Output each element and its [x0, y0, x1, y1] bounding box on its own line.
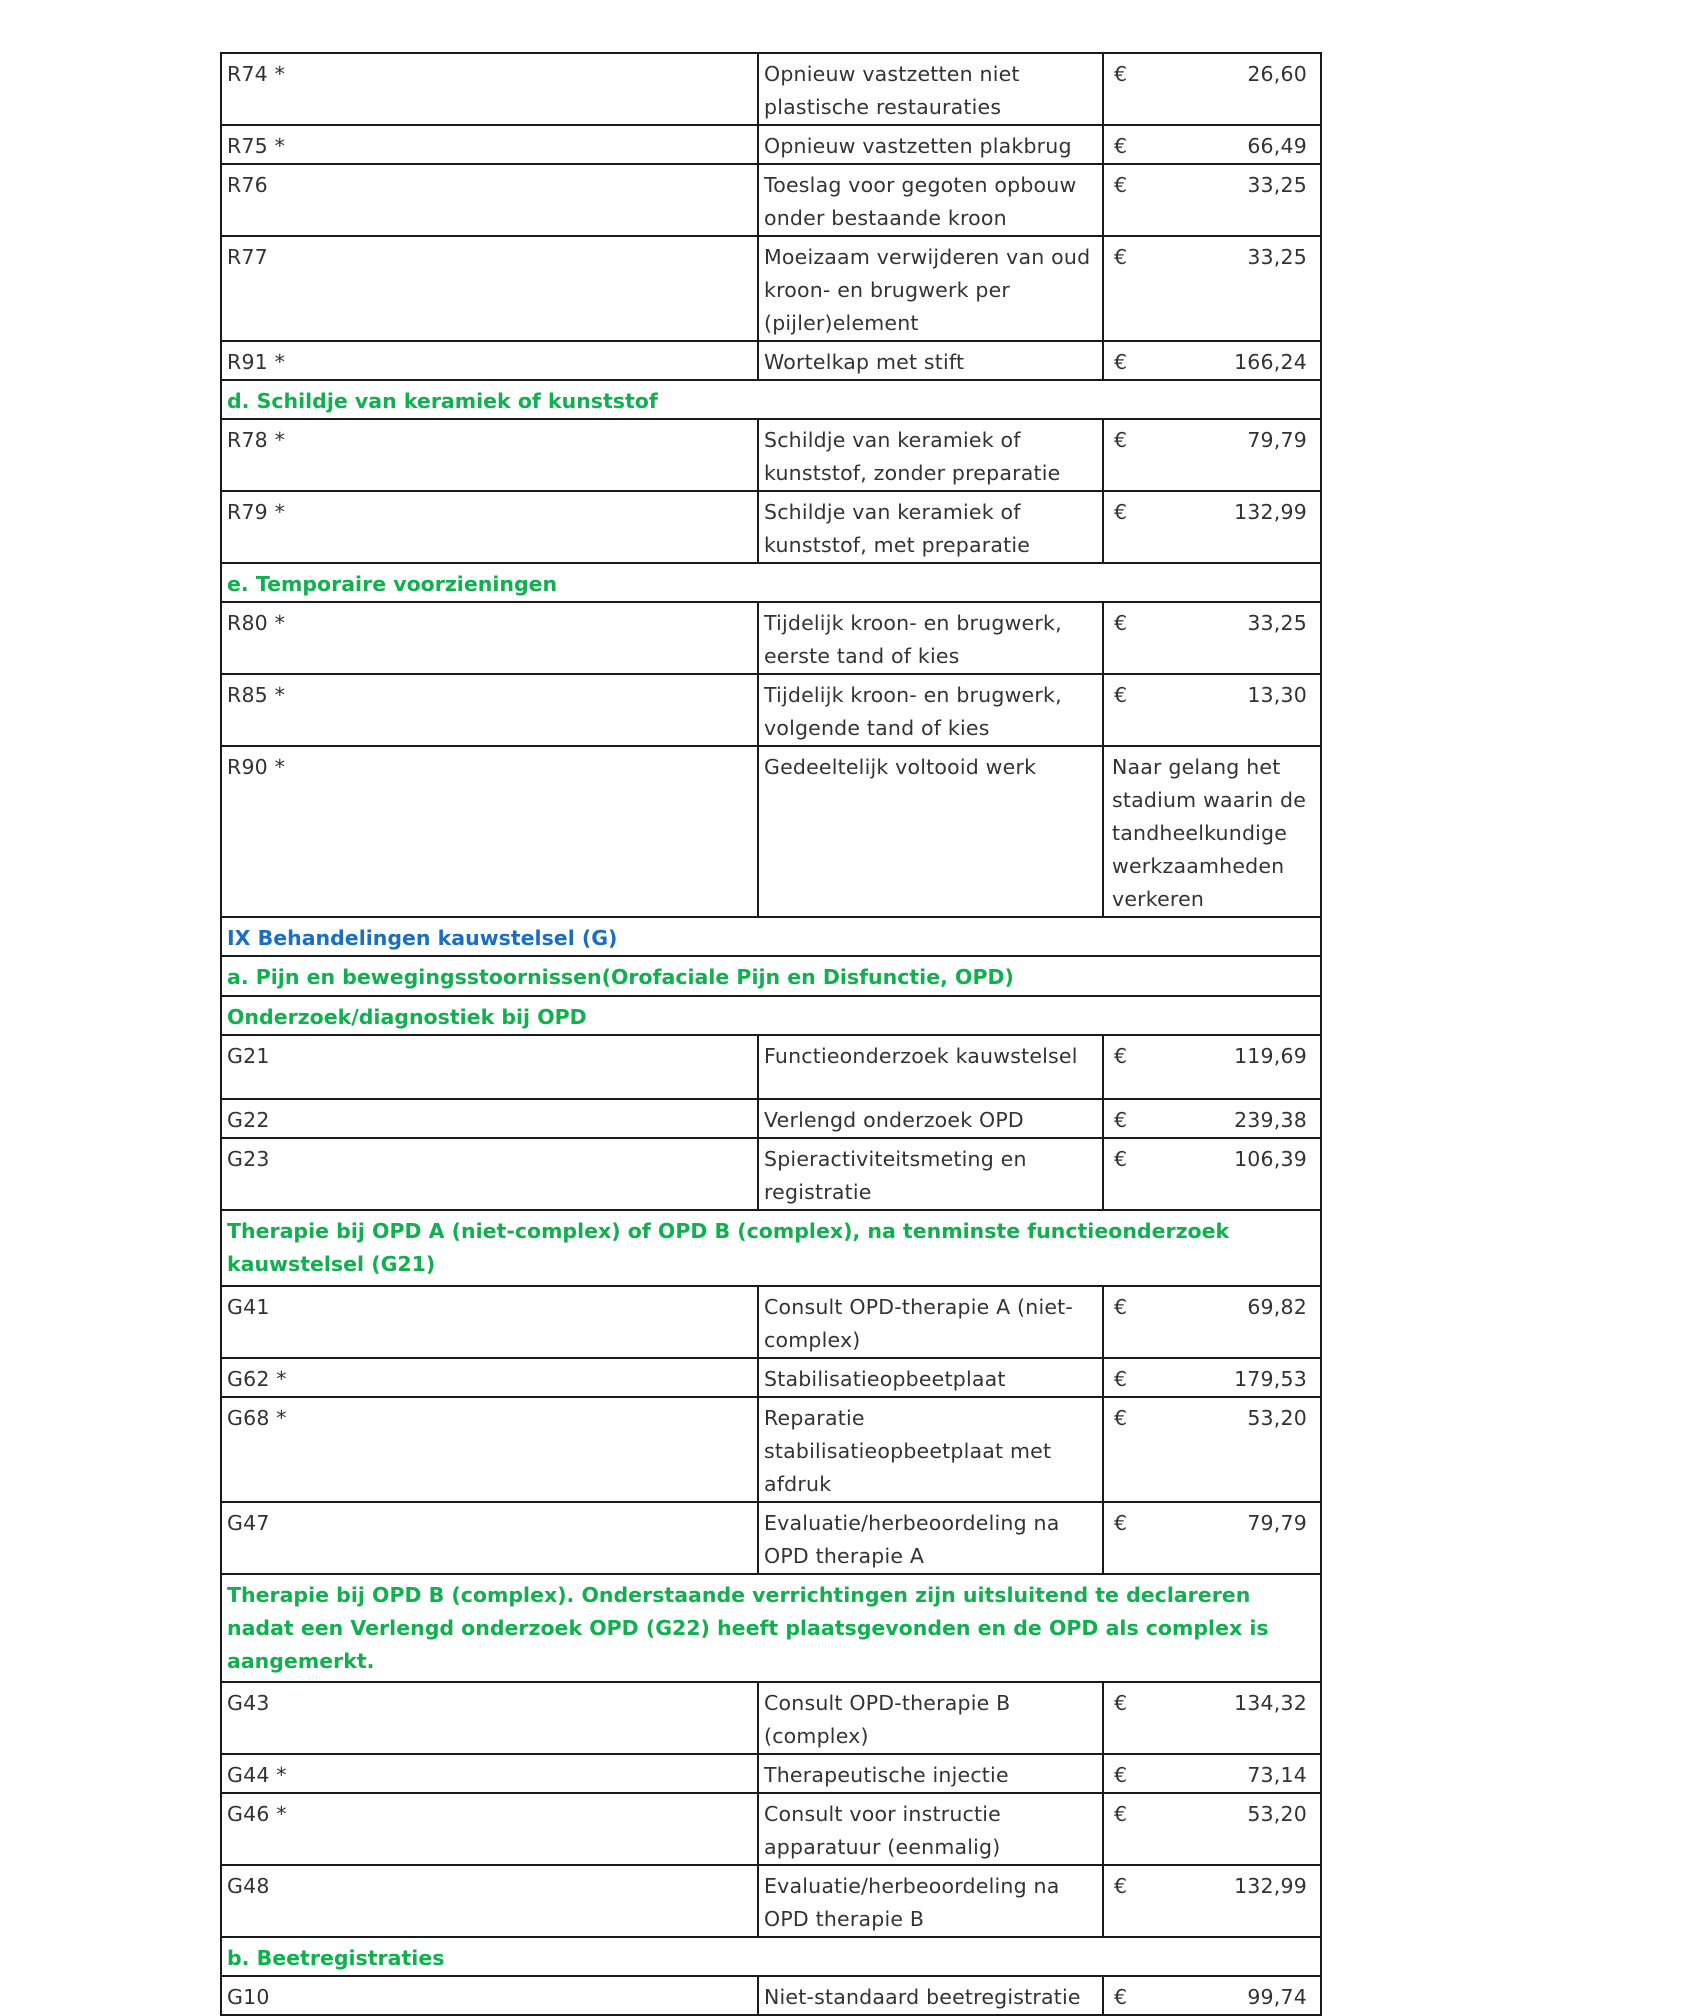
currency-symbol: € — [1114, 62, 1128, 86]
table-row — [221, 674, 1321, 746]
price-cell — [1103, 1286, 1321, 1358]
currency-symbol: € — [1114, 1985, 1128, 2009]
treatment-code: G47 — [221, 1502, 758, 1574]
price-wrap — [1109, 607, 1315, 640]
price-cell — [1103, 1138, 1321, 1210]
treatment-description: Tijdelijk kroon- en brugwerk, eerste tand of kies — [758, 602, 1103, 674]
table-row — [221, 1865, 1321, 1937]
table-row — [221, 1397, 1321, 1502]
price-wrap — [1109, 424, 1315, 457]
price-note — [1103, 746, 1321, 917]
price-wrap — [1109, 1759, 1315, 1792]
price-cell — [1103, 1976, 1321, 2015]
section-header-row — [221, 1937, 1321, 1976]
table-row — [221, 491, 1321, 563]
currency-symbol: € — [1114, 1874, 1128, 1898]
price-cell — [1103, 53, 1321, 125]
section-header: b. Beetregistraties — [221, 1937, 1321, 1976]
treatment-code: R76 — [221, 164, 758, 236]
price-wrap — [1109, 679, 1315, 712]
treatment-code: G41 — [221, 1286, 758, 1358]
treatment-description: Schildje van keramiek of kunststof, met preparatie — [758, 491, 1103, 563]
price-cell — [1103, 491, 1321, 563]
price-wrap — [1109, 241, 1315, 274]
price-wrap — [1109, 130, 1315, 163]
table-row — [221, 1358, 1321, 1397]
treatment-code: G43 — [221, 1682, 758, 1754]
section-header: Therapie bij OPD B (complex). Onderstaande verrichtingen zijn uitsluitend te declareren nadat een Verlengd onderzoek OPD (G22) heeft plaatsgevonden en de OPD als complex is aangemerkt. — [221, 1574, 1321, 1682]
currency-symbol: € — [1114, 428, 1128, 452]
price-wrap — [1109, 346, 1315, 379]
section-header-row — [221, 380, 1321, 419]
price-cell — [1103, 602, 1321, 674]
price-amount: 13,30 — [1247, 683, 1307, 707]
tariff-table-body — [221, 53, 1321, 2015]
price-cell — [1103, 1754, 1321, 1793]
table-row — [221, 419, 1321, 491]
treatment-code: R75 * — [221, 125, 758, 164]
currency-symbol: € — [1114, 134, 1128, 158]
price-amount: 33,25 — [1247, 245, 1307, 269]
section-header-row — [221, 563, 1321, 602]
price-cell — [1103, 419, 1321, 491]
price-amount: 26,60 — [1247, 62, 1307, 86]
table-row — [221, 1138, 1321, 1210]
price-wrap — [1109, 1507, 1315, 1540]
treatment-description: Consult OPD-therapie A (niet-complex) — [758, 1286, 1103, 1358]
currency-symbol: € — [1114, 1691, 1128, 1715]
currency-symbol: € — [1114, 611, 1128, 635]
table-row — [221, 602, 1321, 674]
price-wrap — [1109, 1402, 1315, 1435]
treatment-code: G21 — [221, 1035, 758, 1099]
price-amount: 79,79 — [1247, 1511, 1307, 1535]
price-cell — [1103, 1865, 1321, 1937]
table-row — [221, 1754, 1321, 1793]
currency-symbol: € — [1114, 350, 1128, 374]
price-amount: 119,69 — [1234, 1044, 1307, 1068]
price-cell — [1103, 1397, 1321, 1502]
treatment-code: R80 * — [221, 602, 758, 674]
treatment-code: R77 — [221, 236, 758, 341]
table-row — [221, 1286, 1321, 1358]
table-row — [221, 746, 1321, 917]
currency-symbol: € — [1114, 1511, 1128, 1535]
table-row — [221, 1793, 1321, 1865]
table-row — [221, 236, 1321, 341]
section-header-row — [221, 956, 1321, 996]
currency-symbol: € — [1114, 1367, 1128, 1391]
treatment-description: Gedeeltelijk voltooid werk — [758, 746, 1103, 917]
price-cell — [1103, 1502, 1321, 1574]
section-header: Onderzoek/diagnostiek bij OPD — [221, 996, 1321, 1035]
price-amount: 33,25 — [1247, 611, 1307, 635]
price-cell — [1103, 1099, 1321, 1138]
currency-symbol: € — [1114, 245, 1128, 269]
treatment-description: Reparatie stabilisatieopbeetplaat met afdruk — [758, 1397, 1103, 1502]
price-amount: 166,24 — [1234, 350, 1307, 374]
price-amount: 33,25 — [1247, 173, 1307, 197]
currency-symbol: € — [1114, 1044, 1128, 1068]
treatment-description: Opnieuw vastzetten niet plastische restauraties — [758, 53, 1103, 125]
table-row — [221, 1976, 1321, 2015]
price-amount: 99,74 — [1247, 1985, 1307, 2009]
treatment-description: Therapeutische injectie — [758, 1754, 1103, 1793]
price-cell — [1103, 236, 1321, 341]
treatment-description: Spieractiviteitsmeting en registratie — [758, 1138, 1103, 1210]
currency-symbol: € — [1114, 1763, 1128, 1787]
treatment-code: R90 * — [221, 746, 758, 917]
price-cell — [1103, 674, 1321, 746]
price-amount: 73,14 — [1247, 1763, 1307, 1787]
treatment-description: Moeizaam verwijderen van oud kroon- en brugwerk per (pijler)element — [758, 236, 1103, 341]
price-amount: 106,39 — [1234, 1147, 1307, 1171]
treatment-code: G46 * — [221, 1793, 758, 1865]
currency-symbol: € — [1114, 1147, 1128, 1171]
treatment-description: Opnieuw vastzetten plakbrug — [758, 125, 1103, 164]
treatment-description: Verlengd onderzoek OPD — [758, 1099, 1103, 1138]
price-amount: 53,20 — [1247, 1406, 1307, 1430]
treatment-code: R78 * — [221, 419, 758, 491]
price-wrap — [1109, 1981, 1315, 2014]
treatment-description: Wortelkap met stift — [758, 341, 1103, 380]
price-wrap — [1109, 496, 1315, 529]
price-amount: 69,82 — [1247, 1295, 1307, 1319]
treatment-code: R79 * — [221, 491, 758, 563]
treatment-description: Consult OPD-therapie B (complex) — [758, 1682, 1103, 1754]
price-cell — [1103, 125, 1321, 164]
price-wrap — [1109, 1291, 1315, 1324]
price-cell — [1103, 1793, 1321, 1865]
price-note-text: Naar gelang het stadium waarin de tandheelkundige werkzaamheden verkeren — [1112, 755, 1307, 911]
treatment-description: Stabilisatieopbeetplaat — [758, 1358, 1103, 1397]
treatment-description: Evaluatie/herbeoordeling na OPD therapie B — [758, 1865, 1103, 1937]
section-header-row — [221, 1574, 1321, 1682]
price-amount: 132,99 — [1234, 500, 1307, 524]
treatment-description: Evaluatie/herbeoordeling na OPD therapie A — [758, 1502, 1103, 1574]
treatment-code: G68 * — [221, 1397, 758, 1502]
treatment-description: Schildje van keramiek of kunststof, zonder preparatie — [758, 419, 1103, 491]
table-row — [221, 1099, 1321, 1138]
table-row — [221, 1682, 1321, 1754]
price-wrap — [1109, 1687, 1315, 1720]
price-wrap — [1109, 1104, 1315, 1137]
section-header-row — [221, 917, 1321, 956]
table-row — [221, 125, 1321, 164]
table-row — [221, 53, 1321, 125]
treatment-code: R85 * — [221, 674, 758, 746]
price-wrap — [1109, 1870, 1315, 1903]
price-wrap — [1109, 1040, 1315, 1073]
section-header: IX Behandelingen kauwstelsel (G) — [221, 917, 1321, 956]
price-cell — [1103, 1035, 1321, 1099]
price-amount: 132,99 — [1234, 1874, 1307, 1898]
price-amount: 79,79 — [1247, 428, 1307, 452]
treatment-code: G44 * — [221, 1754, 758, 1793]
price-wrap — [1109, 1363, 1315, 1396]
currency-symbol: € — [1114, 173, 1128, 197]
treatment-code: G10 — [221, 1976, 758, 2015]
price-amount: 66,49 — [1247, 134, 1307, 158]
price-cell — [1103, 341, 1321, 380]
currency-symbol: € — [1114, 1108, 1128, 1132]
price-wrap — [1109, 58, 1315, 91]
treatment-description: Consult voor instructie apparatuur (eenmalig) — [758, 1793, 1103, 1865]
table-row — [221, 1035, 1321, 1099]
table-row — [221, 1502, 1321, 1574]
table-row — [221, 341, 1321, 380]
treatment-code: R91 * — [221, 341, 758, 380]
treatment-description: Toeslag voor gegoten opbouw onder bestaande kroon — [758, 164, 1103, 236]
section-header: a. Pijn en bewegingsstoornissen(Orofaciale Pijn en Disfunctie, OPD) — [221, 956, 1321, 996]
price-wrap — [1109, 1143, 1315, 1176]
treatment-code: G62 * — [221, 1358, 758, 1397]
tariff-table — [220, 52, 1322, 2016]
treatment-code: G48 — [221, 1865, 758, 1937]
section-header: d. Schildje van keramiek of kunststof — [221, 380, 1321, 419]
price-amount: 239,38 — [1234, 1108, 1307, 1132]
currency-symbol: € — [1114, 500, 1128, 524]
price-cell — [1103, 1682, 1321, 1754]
treatment-description: Functieonderzoek kauwstelsel — [758, 1035, 1103, 1099]
section-header: e. Temporaire voorzieningen — [221, 563, 1321, 602]
price-amount: 53,20 — [1247, 1802, 1307, 1826]
price-cell — [1103, 164, 1321, 236]
section-header-row — [221, 1210, 1321, 1286]
treatment-description: Niet-standaard beetregistratie — [758, 1976, 1103, 2015]
treatment-description: Tijdelijk kroon- en brugwerk, volgende tand of kies — [758, 674, 1103, 746]
treatment-code: R74 * — [221, 53, 758, 125]
treatment-code: G22 — [221, 1099, 758, 1138]
currency-symbol: € — [1114, 1406, 1128, 1430]
table-row — [221, 164, 1321, 236]
currency-symbol: € — [1114, 683, 1128, 707]
price-wrap — [1109, 169, 1315, 202]
treatment-code: G23 — [221, 1138, 758, 1210]
price-amount: 179,53 — [1234, 1367, 1307, 1391]
section-header: Therapie bij OPD A (niet-complex) of OPD B (complex), na tenminste functieonderzoek kauwstelsel (G21) — [221, 1210, 1321, 1286]
price-cell — [1103, 1358, 1321, 1397]
currency-symbol: € — [1114, 1802, 1128, 1826]
section-header-row — [221, 996, 1321, 1035]
price-amount: 134,32 — [1234, 1691, 1307, 1715]
currency-symbol: € — [1114, 1295, 1128, 1319]
price-wrap — [1109, 1798, 1315, 1831]
